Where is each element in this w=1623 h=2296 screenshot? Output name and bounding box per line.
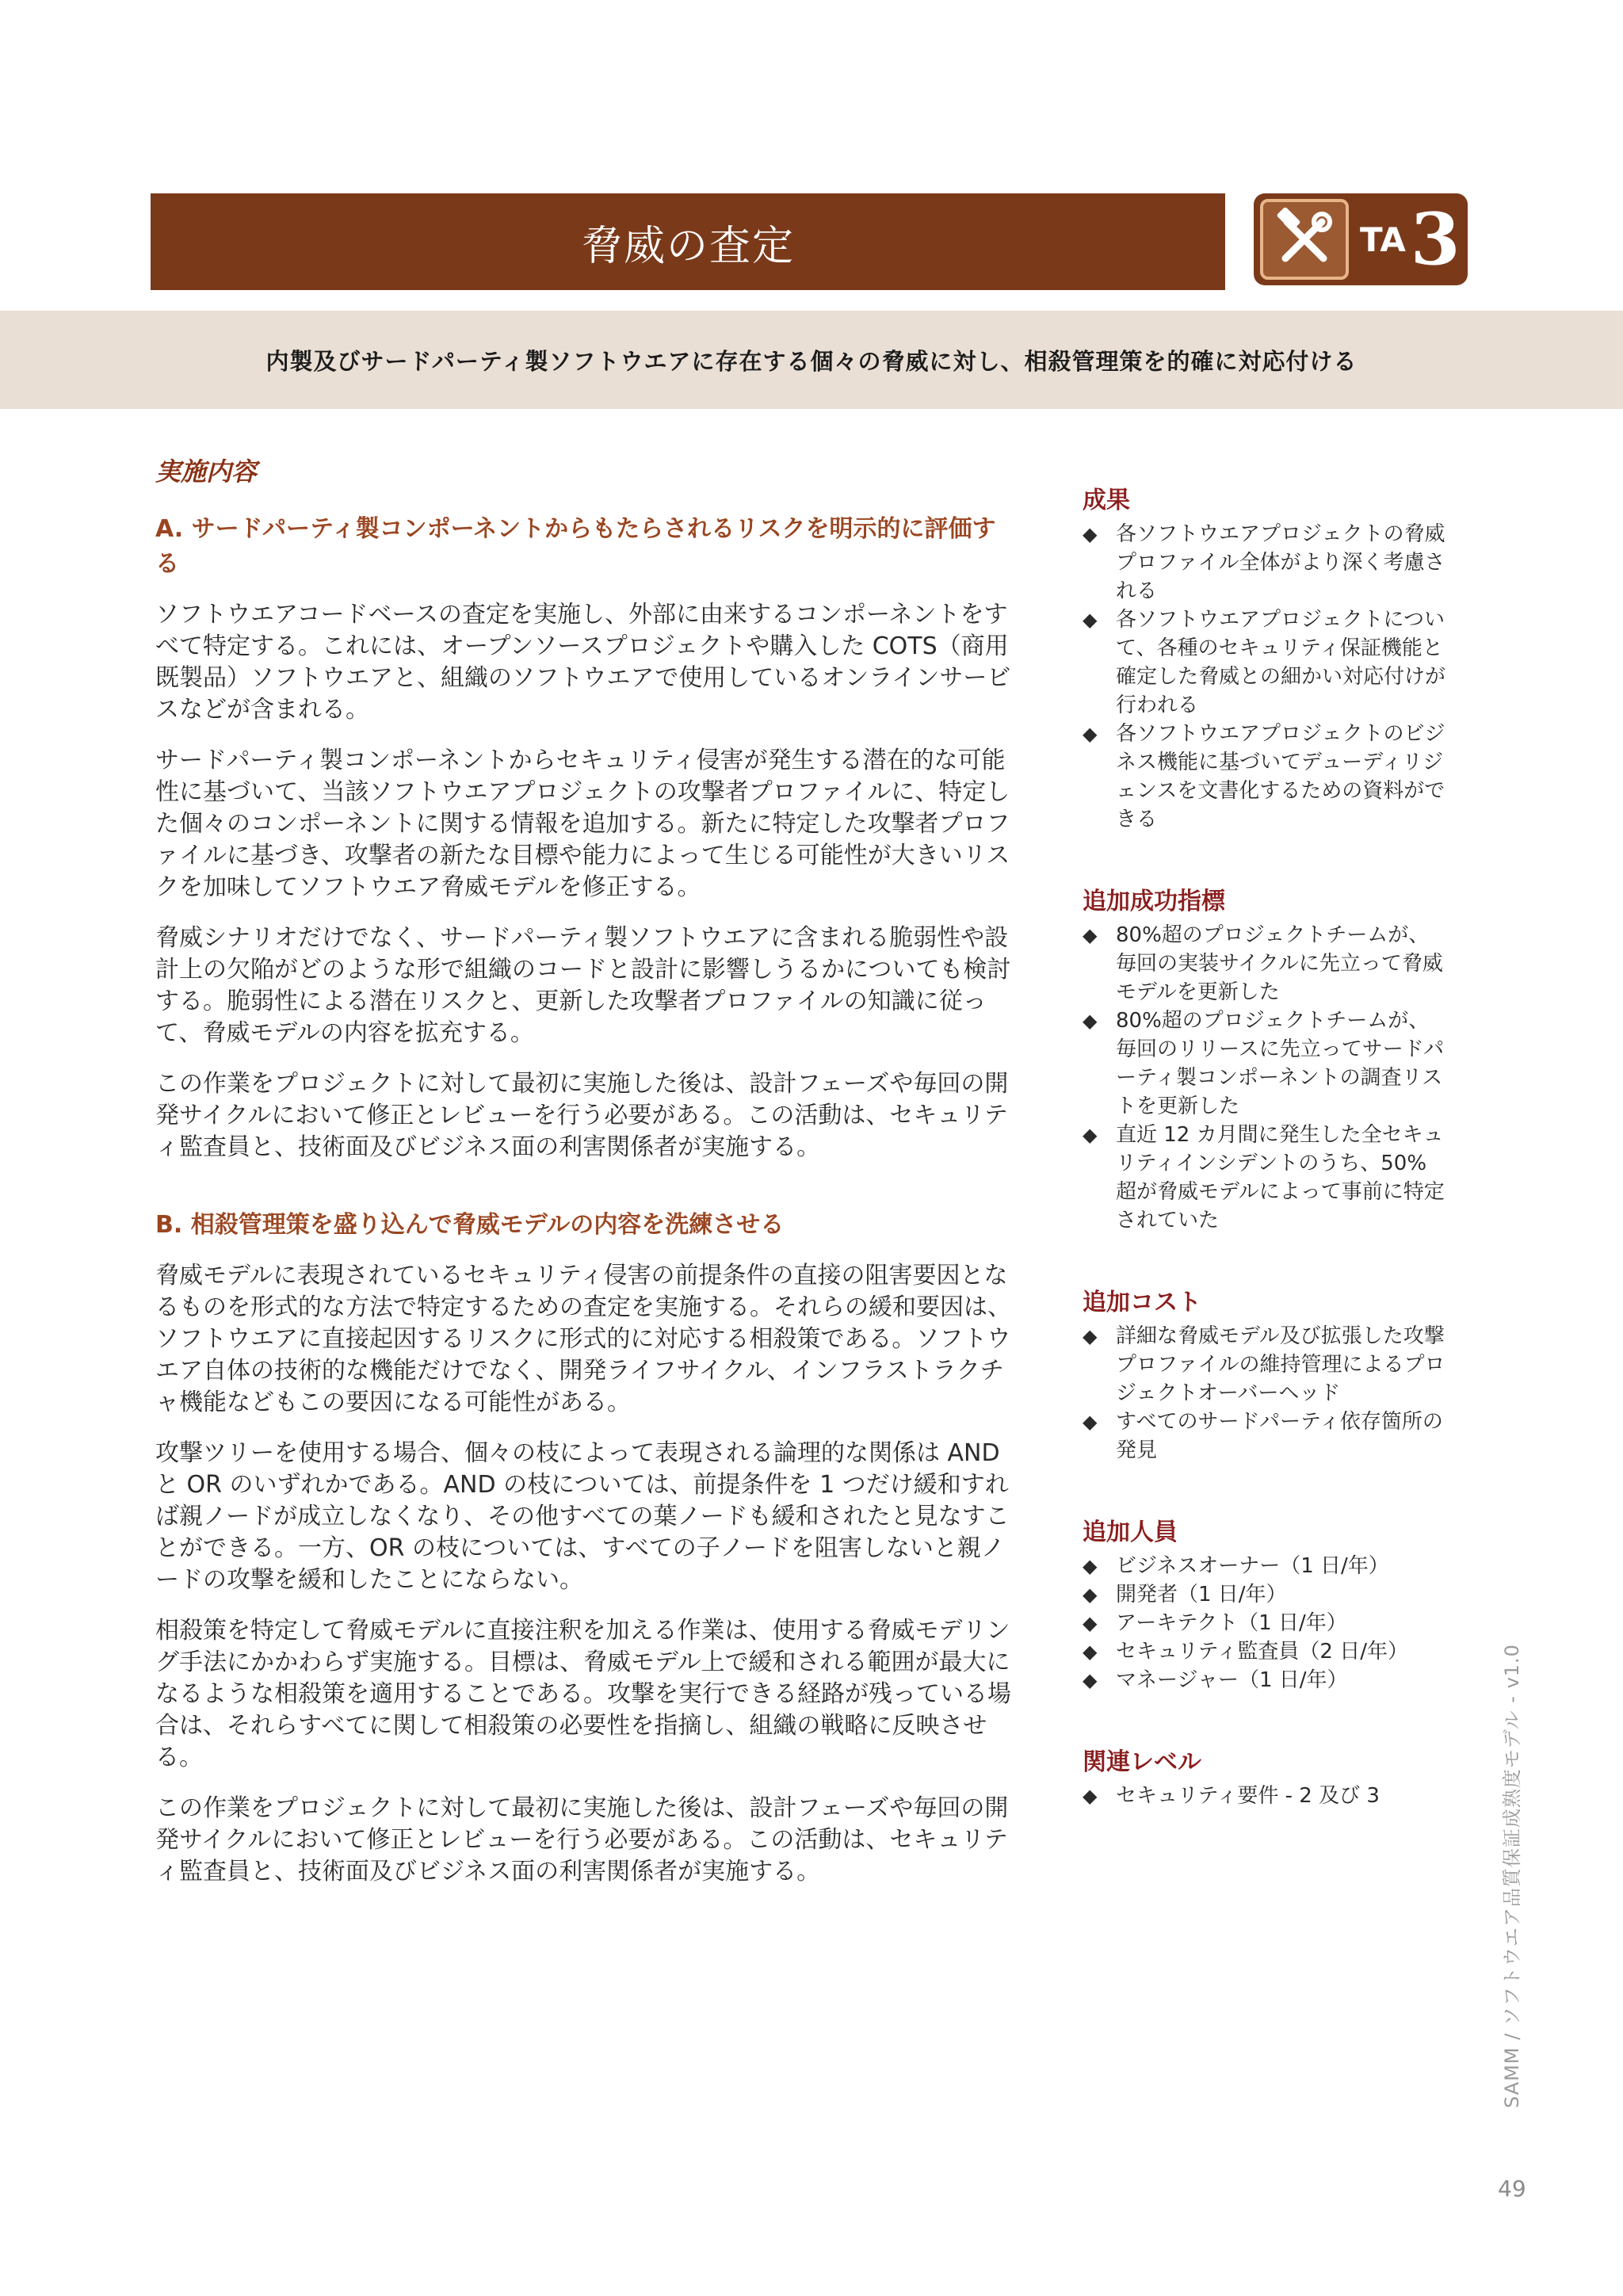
diamond-bullet-icon: ◆ [1083,1641,1098,1663]
section-a-paragraph: 脅威シナリオだけでなく、サードパーティ製ソフトウエアに含まれる脆弱性や設計上の欠陥がどのような形で組織のコードと設計に影響しうるかについても検討する。脆弱性による潜在リスクと、更新した攻撃者プロファイルの知識に従って、脅威モデルの内容を拡充する。 [155,924,1011,1047]
list-item: ◆ 直近 12 カ月間に発生した全セキュリティインシデントのうち、50%超が脅威モデルによって事前に特定されていた [1083,1121,1447,1235]
list-item: ◆ 各ソフトウエアプロジェクトについて、各種のセキュリティ保証機能と確定した脅威との細かい対応付けが行われる [1083,606,1447,720]
related-levels-heading: 関連レベル [1083,1748,1201,1776]
list-item: ◆ 各ソフトウエアプロジェクトの脅威プロファイル全体がより深く考慮される [1083,520,1447,606]
diamond-bullet-icon: ◆ [1083,1785,1098,1807]
list-item: ◆ 詳細な脅威モデル及び拡張した攻撃プロファイルの維持管理によるプロジェクトオーバーヘッド [1083,1322,1447,1408]
main-content [155,452,1016,1907]
list-item: ◆ セキュリティ要件 - 2 及び 3 [1083,1782,1447,1810]
activities-heading: 実施内容 [155,457,258,487]
page-number: 49 [1498,2176,1526,2202]
list-item: ◆ セキュリティ監査員（2 日/年） [1083,1637,1447,1666]
tools-crossed-icon [1260,199,1349,280]
objective-text: 内製及びサードパーティ製ソフトウエアに存在する個々の脅威に対し、相殺管理策を的確に対応付ける [265,347,1358,375]
sidebar [1083,480,1447,1858]
diamond-bullet-icon: ◆ [1083,1325,1098,1347]
diamond-bullet-icon: ◆ [1083,1584,1098,1606]
additional-cost-heading: 追加コスト [1083,1289,1201,1316]
diamond-bullet-icon: ◆ [1083,1669,1098,1691]
diamond-bullet-icon: ◆ [1083,1010,1098,1032]
list-item: ◆ ビジネスオーナー（1 日/年） [1083,1552,1447,1580]
list-item: ◆ 80%超のプロジェクトチームが、毎回のリリースに先立ってサードパーティ製コンポーネントの調査リストを更新した [1083,1007,1447,1121]
section-a-paragraph: サードパーティ製コンポーネントからセキュリティ侵害が発生する潜在的な可能性に基づいて、当該ソフトウエアプロジェクトの攻撃者プロファイルに、特定した個々のコンポーネントに関する情報を追加する。新たに特定した攻撃者プロファイルに基づき、攻撃者の新たな目標や能力によって生じる可能性が大きいリスクを加味してソフトウエア脅威モデルを修正する。 [155,747,1010,901]
diamond-bullet-icon: ◆ [1083,1612,1098,1634]
section-a-paragraph: この作業をプロジェクトに対して最初に実施した後は、設計フェーズや毎回の開発サイクルにおいて修正とレビューを行う必要がある。この活動は、セキュリティ監査員と、技術面及びビジネス面の利害関係者が実施する。 [155,1070,1009,1161]
badge-code: TA [1360,220,1406,259]
diamond-bullet-icon: ◆ [1083,609,1098,631]
additional-personnel-heading: 追加人員 [1083,1519,1178,1546]
diamond-bullet-icon: ◆ [1083,523,1098,545]
diamond-bullet-icon: ◆ [1083,1555,1098,1577]
list-item: ◆ マネージャー（1 日/年） [1083,1666,1447,1694]
success-metrics-list [1083,921,1447,1235]
section-b-paragraph: 脅威モデルに表現されているセキュリティ侵害の前提条件の直接の阻害要因となるものを形式的な方法で特定するための査定を実施する。それらの緩和要因は、ソフトウエアに直接起因するリスクに形式的に対応する相殺策である。ソフトウエア自体の技術的な機能だけでなく、開発ライフサイクル、インフラストラクチャ機能などもこの要因になる可能性がある。 [155,1262,1011,1416]
section-b-paragraph: 相殺策を特定して脅威モデルに直接注釈を加える作業は、使用する脅威モデリング手法にかかわらず実施する。目標は、脅威モデル上で緩和される範囲が最大になるような相殺策を適用することである。攻撃を実行できる経路が残っている場合は、それらすべてに関して相殺策の必要性を指摘し、組織の戦略に反映させる。 [155,1617,1011,1771]
additional-cost-list [1083,1322,1447,1465]
badge-level: 3 [1410,197,1461,281]
section-a-paragraph: ソフトウエアコードベースの査定を実施し、外部に由来するコンポーネントをすべて特定する。これには、オープンソースプロジェクトや購入した COTS（商用既製品）ソフトウエアと、組織のソフトウエアで使用しているオンラインサービスなどが含まれる。 [155,601,1011,724]
diamond-bullet-icon: ◆ [1083,924,1098,946]
related-levels-list [1083,1782,1447,1810]
objective-band [0,311,1623,409]
outcomes-heading: 成果 [1083,487,1130,514]
diamond-bullet-icon: ◆ [1083,1411,1098,1433]
additional-personnel-list [1083,1552,1447,1694]
list-item: ◆ すべてのサードパーティ依存箇所の発見 [1083,1408,1447,1465]
section-a-title: A. サードパーティ製コンポーネントからもたらされるリスクを明示的に評価する [155,515,996,578]
outcomes-list [1083,520,1447,834]
list-item: ◆ 各ソフトウエアプロジェクトのビジネス機能に基づいてデューディリジェンスを文書化するための資料ができる [1083,720,1447,834]
success-metrics-heading: 追加成功指標 [1083,888,1225,915]
section-b-title: B. 相殺管理策を盛り込んで脅威モデルの内容を洗練させる [155,1211,785,1239]
list-item: ◆ 開発者（1 日/年） [1083,1580,1447,1609]
activity-badge [1254,193,1468,285]
list-item: ◆ 80%超のプロジェクトチームが、毎回の実装サイクルに先立って脅威モデルを更新した [1083,921,1447,1007]
section-b-paragraph: この作業をプロジェクトに対して最初に実施した後は、設計フェーズや毎回の開発サイクルにおいて修正とレビューを行う必要がある。この活動は、セキュリティ監査員と、技術面及びビジネス面の利害関係者が実施する。 [155,1794,1009,1885]
running-title: SAMM / ソフトウエア品質保証成熟度モデル - v1.0 [1501,1644,1523,2108]
diamond-bullet-icon: ◆ [1083,723,1098,745]
page-title: 脅威の査定 [580,222,795,270]
title-bar [151,193,1225,290]
list-item: ◆ アーキテクト（1 日/年） [1083,1609,1447,1637]
diamond-bullet-icon: ◆ [1083,1124,1098,1146]
section-b-paragraph: 攻撃ツリーを使用する場合、個々の枝によって表現される論理的な関係は AND と OR のいずれかである。AND の枝については、前提条件を 1 つだけ緩和すれば親ノードが成立しなくなり、その他すべての葉ノードも緩和されたと見なすことができる。一方、OR の枝については、すべての子ノードを阻害しないと親ノードの攻撃を緩和したことにならない。 [155,1439,1010,1594]
